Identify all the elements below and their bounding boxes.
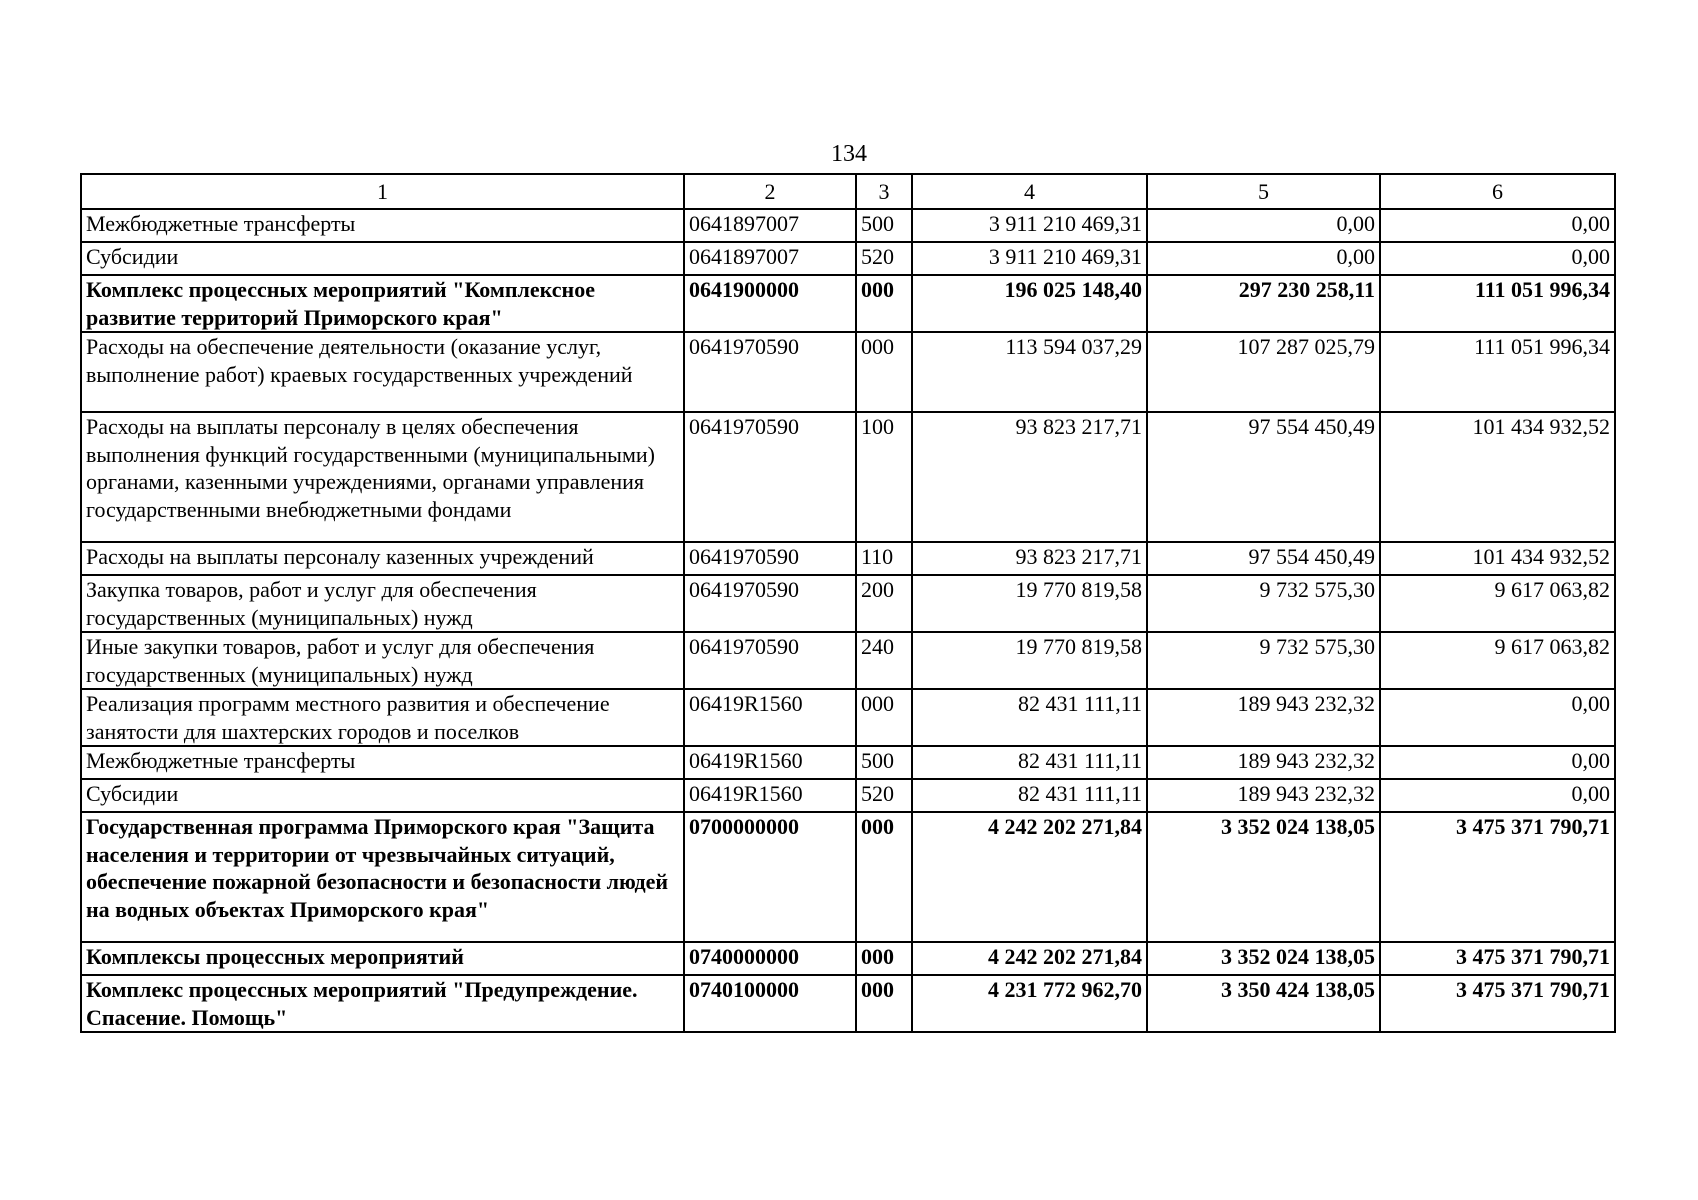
row-code: 0641970590 — [684, 575, 856, 632]
row-expense-type: 520 — [856, 242, 912, 275]
row-name: Комплексы процессных мероприятий — [81, 942, 684, 975]
row-name: Комплекс процессных мероприятий "Предупреждение. Спасение. Помощь" — [81, 975, 684, 1032]
column-header-2: 2 — [684, 174, 856, 209]
row-value-col6: 9 617 063,82 — [1380, 632, 1615, 689]
row-value-col4: 19 770 819,58 — [912, 575, 1147, 632]
row-expense-type: 000 — [856, 975, 912, 1032]
row-value-col5: 9 732 575,30 — [1147, 575, 1380, 632]
row-code: 0740100000 — [684, 975, 856, 1032]
table-row — [81, 632, 1615, 689]
row-expense-type: 240 — [856, 632, 912, 689]
row-value-col4: 196 025 148,40 — [912, 275, 1147, 332]
row-value-col4: 93 823 217,71 — [912, 412, 1147, 542]
row-expense-type: 520 — [856, 779, 912, 812]
row-expense-type: 200 — [856, 575, 912, 632]
row-value-col4: 82 431 111,11 — [912, 746, 1147, 779]
row-value-col5: 189 943 232,32 — [1147, 689, 1380, 746]
row-value-col6: 111 051 996,34 — [1380, 275, 1615, 332]
row-value-col5: 3 352 024 138,05 — [1147, 942, 1380, 975]
row-value-col4: 4 242 202 271,84 — [912, 812, 1147, 942]
row-value-col4: 3 911 210 469,31 — [912, 242, 1147, 275]
row-expense-type: 500 — [856, 746, 912, 779]
row-value-col4: 4 242 202 271,84 — [912, 942, 1147, 975]
table-row — [81, 942, 1615, 975]
row-value-col6: 0,00 — [1380, 689, 1615, 746]
row-expense-type: 000 — [856, 332, 912, 412]
table-row — [81, 275, 1615, 332]
table-row — [81, 412, 1615, 542]
row-value-col5: 0,00 — [1147, 209, 1380, 242]
table-row — [81, 209, 1615, 242]
row-value-col4: 4 231 772 962,70 — [912, 975, 1147, 1032]
row-value-col4: 113 594 037,29 — [912, 332, 1147, 412]
row-name: Реализация программ местного развития и обеспечение занятости для шахтерских городов и поселков — [81, 689, 684, 746]
row-code: 0641970590 — [684, 412, 856, 542]
row-value-col4: 82 431 111,11 — [912, 689, 1147, 746]
row-expense-type: 000 — [856, 689, 912, 746]
table-row — [81, 812, 1615, 942]
row-code: 0740000000 — [684, 942, 856, 975]
row-name: Расходы на выплаты персоналу в целях обеспечения выполнения функций государственными (муниципальными) органами, казенными учреждениями, органами управления государственными внебюджетными фондами — [81, 412, 684, 542]
row-value-col5: 3 350 424 138,05 — [1147, 975, 1380, 1032]
row-value-col5: 3 352 024 138,05 — [1147, 812, 1380, 942]
row-value-col5: 189 943 232,32 — [1147, 746, 1380, 779]
row-value-col6: 0,00 — [1380, 242, 1615, 275]
table-row — [81, 575, 1615, 632]
row-value-col6: 3 475 371 790,71 — [1380, 942, 1615, 975]
row-expense-type: 000 — [856, 942, 912, 975]
row-value-col4: 19 770 819,58 — [912, 632, 1147, 689]
row-name: Расходы на выплаты персоналу казенных учреждений — [81, 542, 684, 575]
row-name: Иные закупки товаров, работ и услуг для обеспечения государственных (муниципальных) нужд — [81, 632, 684, 689]
row-code: 06419R1560 — [684, 689, 856, 746]
row-value-col5: 107 287 025,79 — [1147, 332, 1380, 412]
column-header-5: 5 — [1147, 174, 1380, 209]
row-name: Государственная программа Приморского края "Защита населения и территории от чрезвычайных ситуаций, обеспечение пожарной безопасности и безопасности людей на водных объектах Приморского края" — [81, 812, 684, 942]
row-value-col6: 3 475 371 790,71 — [1380, 975, 1615, 1032]
row-value-col5: 9 732 575,30 — [1147, 632, 1380, 689]
row-value-col6: 0,00 — [1380, 779, 1615, 812]
row-name: Закупка товаров, работ и услуг для обеспечения государственных (муниципальных) нужд — [81, 575, 684, 632]
column-header-6: 6 — [1380, 174, 1615, 209]
table-row — [81, 689, 1615, 746]
row-expense-type: 500 — [856, 209, 912, 242]
row-value-col4: 3 911 210 469,31 — [912, 209, 1147, 242]
row-value-col6: 0,00 — [1380, 746, 1615, 779]
row-value-col6: 101 434 932,52 — [1380, 542, 1615, 575]
table-row — [81, 779, 1615, 812]
budget-table — [80, 173, 1616, 1033]
row-value-col4: 93 823 217,71 — [912, 542, 1147, 575]
table-row — [81, 242, 1615, 275]
row-name: Субсидии — [81, 242, 684, 275]
row-value-col6: 111 051 996,34 — [1380, 332, 1615, 412]
column-header-3: 3 — [856, 174, 912, 209]
row-value-col6: 101 434 932,52 — [1380, 412, 1615, 542]
row-value-col6: 3 475 371 790,71 — [1380, 812, 1615, 942]
row-expense-type: 100 — [856, 412, 912, 542]
row-name: Расходы на обеспечение деятельности (оказание услуг, выполнение работ) краевых государственных учреждений — [81, 332, 684, 412]
row-code: 0641970590 — [684, 542, 856, 575]
row-code: 06419R1560 — [684, 746, 856, 779]
row-expense-type: 000 — [856, 275, 912, 332]
row-value-col4: 82 431 111,11 — [912, 779, 1147, 812]
page-number: 134 — [831, 141, 867, 167]
table-row — [81, 975, 1615, 1032]
row-value-col5: 189 943 232,32 — [1147, 779, 1380, 812]
row-value-col5: 97 554 450,49 — [1147, 412, 1380, 542]
table-header-row — [81, 174, 1615, 209]
column-header-4: 4 — [912, 174, 1147, 209]
row-expense-type: 110 — [856, 542, 912, 575]
table-row — [81, 746, 1615, 779]
row-code: 0641900000 — [684, 275, 856, 332]
column-header-1: 1 — [81, 174, 684, 209]
row-code: 06419R1560 — [684, 779, 856, 812]
row-code: 0700000000 — [684, 812, 856, 942]
row-name: Субсидии — [81, 779, 684, 812]
row-name: Межбюджетные трансферты — [81, 746, 684, 779]
row-name: Межбюджетные трансферты — [81, 209, 684, 242]
row-code: 0641897007 — [684, 242, 856, 275]
row-value-col5: 0,00 — [1147, 242, 1380, 275]
row-name: Комплекс процессных мероприятий "Комплексное развитие территорий Приморского края" — [81, 275, 684, 332]
row-value-col5: 97 554 450,49 — [1147, 542, 1380, 575]
row-value-col6: 9 617 063,82 — [1380, 575, 1615, 632]
row-expense-type: 000 — [856, 812, 912, 942]
row-code: 0641970590 — [684, 332, 856, 412]
row-code: 0641897007 — [684, 209, 856, 242]
row-value-col6: 0,00 — [1380, 209, 1615, 242]
row-code: 0641970590 — [684, 632, 856, 689]
row-value-col5: 297 230 258,11 — [1147, 275, 1380, 332]
table-row — [81, 542, 1615, 575]
table-row — [81, 332, 1615, 412]
